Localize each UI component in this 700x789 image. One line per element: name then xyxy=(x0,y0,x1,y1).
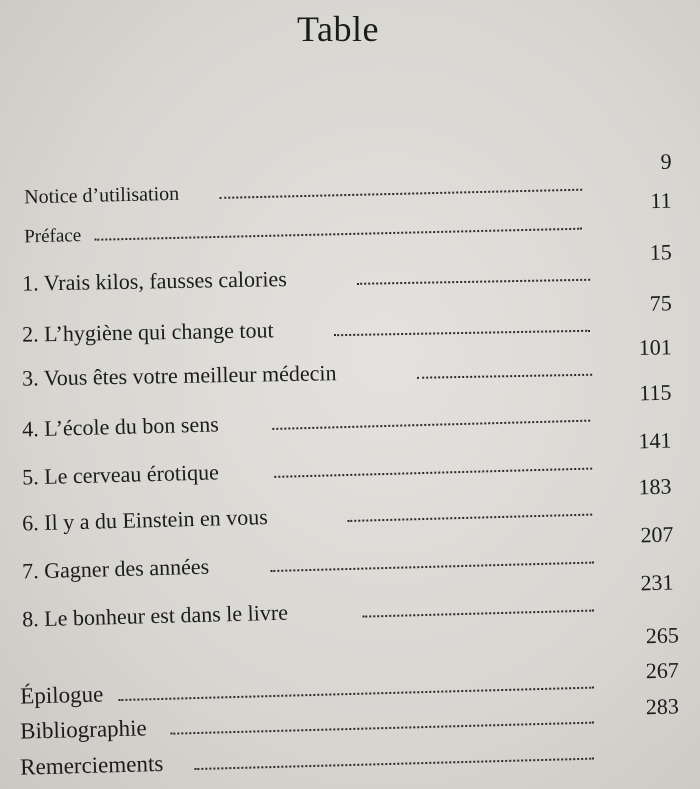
toc-page-number: 141 xyxy=(638,427,672,454)
toc-leader-dots xyxy=(194,758,594,770)
toc-page-number: 267 xyxy=(645,657,680,684)
toc-leader-dots xyxy=(272,420,590,430)
toc-leader-dots xyxy=(270,562,594,572)
toc-entry-label: Bibliographie xyxy=(19,715,147,744)
toc-page-number: 101 xyxy=(638,334,672,360)
toc-page-number: 283 xyxy=(645,693,680,720)
toc-entry-label: 2. L’hygiène qui change tout xyxy=(21,317,274,347)
toc-page-number: 183 xyxy=(638,473,672,500)
toc-leader-dots xyxy=(357,279,590,285)
toc-entry-label: Notice d’utilisation xyxy=(23,182,180,209)
toc-entry-label: 1. Vrais kilos, fausses calories xyxy=(21,266,287,296)
toc-page-number: 75 xyxy=(649,290,672,316)
toc-page-number: 207 xyxy=(640,521,674,548)
toc-page-number: 11 xyxy=(650,187,672,214)
toc-page-number: 9 xyxy=(660,148,672,174)
toc-leader-dots xyxy=(417,374,592,379)
toc-leader-dots xyxy=(334,330,590,336)
toc-entry-label: 3. Vous êtes votre meilleur médecin xyxy=(21,360,337,391)
toc-leader-dots xyxy=(274,468,592,478)
toc-leader-dots xyxy=(347,514,592,522)
toc-entry-label: 8. Le bonheur est dans le livre xyxy=(21,599,289,632)
toc-leader-dots xyxy=(94,228,582,241)
toc-entry-chapter-3 xyxy=(21,334,673,391)
toc-leader-dots xyxy=(362,610,594,618)
toc-entry-label: 7. Gagner des années xyxy=(21,553,210,584)
toc-leader-dots xyxy=(219,189,582,199)
toc-entry-label: Épilogue xyxy=(19,681,104,709)
toc-entry-chapter-8 xyxy=(21,569,675,632)
toc-page-number: 265 xyxy=(645,622,680,649)
toc-page-number: 231 xyxy=(640,569,674,596)
toc-entry-label: Remerciements xyxy=(19,750,164,780)
toc-entry-label: 6. Il y a du Einstein en vous xyxy=(21,504,269,536)
toc-entry-label: 5. Le cerveau érotique xyxy=(21,459,220,490)
toc-page-number: 15 xyxy=(649,239,672,265)
toc-entry-label: 4. L’école du bon sens xyxy=(21,411,220,442)
toc-entry-chapter-5 xyxy=(21,427,673,490)
toc-entry-chapter-4 xyxy=(21,379,673,442)
toc-entry-chapter-1 xyxy=(21,239,673,296)
page-title: Table xyxy=(297,9,379,49)
toc-entry-chapter-7 xyxy=(21,521,675,584)
toc-page-number: 115 xyxy=(638,379,672,406)
toc-entry-chapter-2 xyxy=(21,290,673,347)
toc-entry-label: Préface xyxy=(23,225,82,248)
